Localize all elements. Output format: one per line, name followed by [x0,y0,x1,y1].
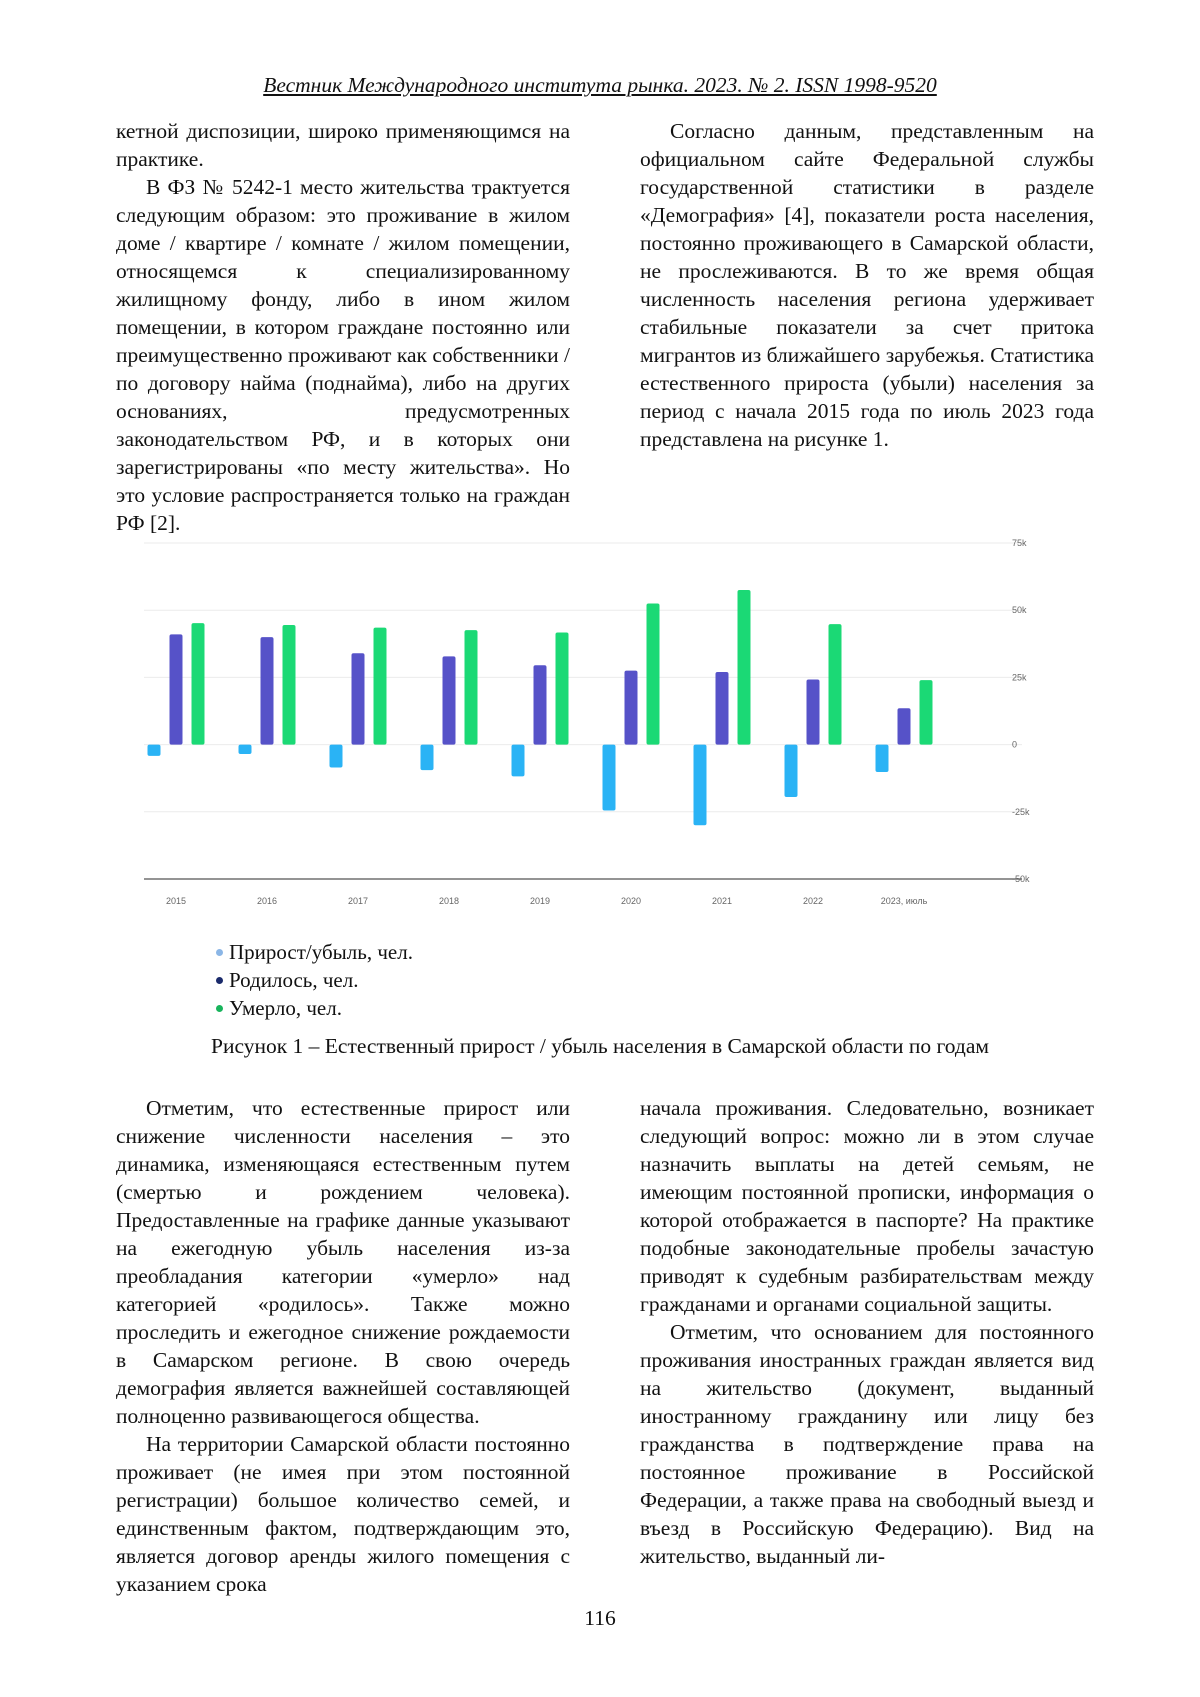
bar [170,634,183,744]
journal-header: Вестник Международного института рынка. 2023. № 2. ISSN 1998-9520 [263,73,937,97]
text-column-right-bottom [640,1094,1094,1570]
bar [421,745,434,771]
bar [239,745,252,754]
legend-item [216,938,413,966]
x-tick-label: 2022 [802,896,824,906]
bar [352,653,365,744]
y-tick-label: -50k [1012,874,1030,884]
legend-dot-icon [216,1005,223,1012]
bar [785,745,798,797]
bar [465,630,478,745]
text-column-right-top [640,117,1094,453]
y-tick-label: 50k [1012,605,1027,616]
bar [148,745,161,756]
y-tick-label: -25k [1012,806,1030,817]
bar [603,745,616,811]
bar [647,603,660,744]
bar [716,672,729,745]
y-tick-label: 25k [1012,672,1027,683]
bar [898,708,911,744]
paragraph: начала проживания. Следовательно, возникает следующий вопрос: можно ли в этом случае назначить выплаты на детей семьям, не имеющим постоянной прописки, информация о которой отображается в паспорте? На практике подобные законодательные пробелы зачастую приводят к судебным разбирательствам между гражданами и органами социальной защиты. [640,1096,1094,1316]
paragraph: Отметим, что естественные прирост или снижение численности населения – это динамика, изменяющаяся естественным путем (смертью и рождением человека). Предоставленные на графике данные указывают на ежегодную убыль населения из-за преобладания категории «умерло» над категорией «родилось». Также можно проследить и ежегодное снижение рождаемости в Самарском регионе. В свою очередь демография является важнейшей составляющей полноценно развивающегося общества. [116,1096,570,1428]
x-tick-label: 2015 [165,896,187,906]
x-tick-label: 2023, июль [880,896,928,906]
paragraph: кетной диспозиции, широко применяющимся на практике. [116,119,570,171]
bar [512,745,525,777]
legend-item [216,994,413,1022]
legend-dot-icon [216,949,223,956]
page-number: 116 [584,1606,616,1630]
text-column-left-bottom [116,1094,570,1598]
text-column-left-top [116,117,570,537]
legend-label: Родилось, чел. [229,968,359,992]
x-tick-label: 2019 [529,896,551,906]
legend-label: Умерло, чел. [229,996,342,1020]
figure-caption: Рисунок 1 – Естественный прирост / убыль населения в Самарской области по годам [210,1034,990,1058]
paragraph: В ФЗ № 5242-1 место жительства трактуется следующим образом: это проживание в жилом доме / квартире / комнате / жилом помещении, относящемся к специализированному жилищному фонду, либо в ином жилом помещении, в котором граждане постоянно или преимущественно проживают как собственники / по договору найма (поднайма), либо на других основаниях, предусмотренных законодательством РФ, и в которых они зарегистрированы «по месту жительства». Но это условие распространяется только на граждан РФ [2]. [116,175,570,535]
bar [556,633,569,745]
x-tick-label: 2021 [711,896,733,906]
bar [920,680,933,745]
bar [283,625,296,745]
legend-dot-icon [216,977,223,984]
bar [625,671,638,745]
x-tick-label: 2018 [438,896,460,906]
bar [330,745,343,768]
population-chart [140,538,1070,923]
y-tick-label: 75k [1012,538,1027,548]
x-tick-label: 2016 [256,896,278,906]
bar [738,590,751,745]
chart-svg [140,538,1070,923]
bar [534,665,547,744]
bar [192,623,205,744]
bar [374,628,387,745]
y-tick-label: 0 [1012,739,1018,750]
bar [829,624,842,744]
x-tick-label: 2020 [620,896,642,906]
paragraph: Согласно данным, представленным на официальном сайте Федеральной службы государственной статистики в разделе «Демография» [4], показатели роста населения, постоянно проживающего в Самарской области, не прослеживаются. В то же время общая численность населения региона удерживает стабильные показатели за счет притока мигрантов из ближайшего зарубежья. Статистика естественного прироста (убыли) населения за период с начала 2015 года по июль 2023 года представлена на рисунке 1. [640,119,1094,451]
bar [694,745,707,826]
paragraph: На территории Самарской области постоянно проживает (не имея при этом постоянной регистрации) большое количество семей, и единственным фактом, подтверждающим это, является договор аренды жилого помещения с указанием срока [116,1432,570,1596]
legend-item [216,966,413,994]
bar [807,680,820,745]
paragraph: Отметим, что основанием для постоянного проживания иностранных граждан является вид на жительство (документ, выданный иностранному гражданину или лицу без гражданства в подтверждение права на постоянное проживание в Российской Федерации, а также права на свободный выезд и въезд в Российскую Федерацию). Вид на жительство, выданный ли- [640,1320,1094,1568]
bar [876,745,889,772]
x-tick-label: 2017 [347,896,369,906]
bar [261,637,274,745]
chart-legend [216,938,413,1022]
bar [443,656,456,744]
legend-label: Прирост/убыль, чел. [229,940,413,964]
